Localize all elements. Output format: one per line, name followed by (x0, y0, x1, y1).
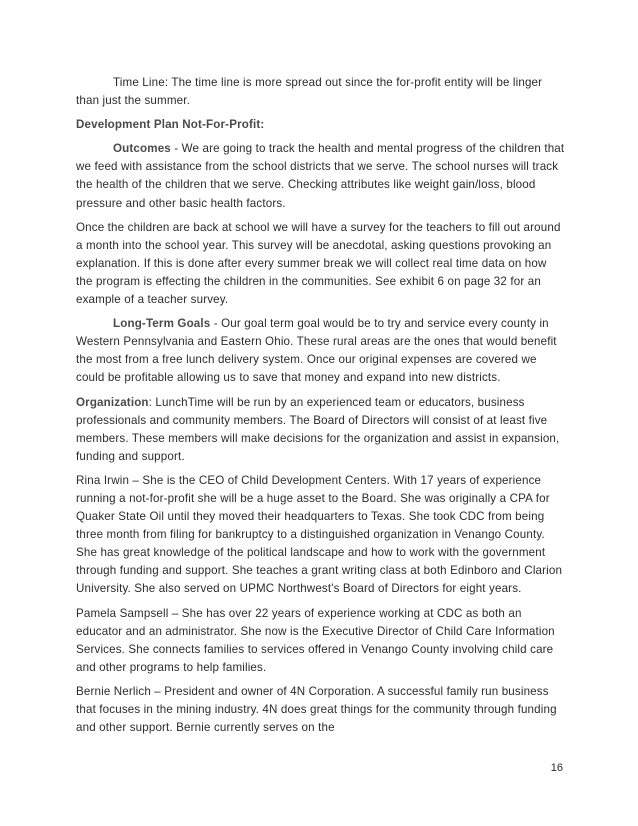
organization-text: : LunchTime will be run by an experienced team or educators, business professionals and community members. The Board of Directors will consist of at least five members. These members will make decisions for the organization and assist in expansion, funding and support. (76, 395, 560, 463)
organization-label: Organization (76, 395, 149, 409)
page-number: 16 (550, 762, 563, 774)
survey-paragraph: Once the children are back at school we will have a survey for the teachers to fill out around a month into the school year. This survey will be anecdotal, asking questions provoking an explanation. If this is done after every summer break we will collect real time data on how the program is effecting the children in the communities. See exhibit 6 on page 32 for an example of a teacher survey. (76, 220, 561, 307)
bernie-nerlich-paragraph: Bernie Nerlich – President and owner of 4N Corporation. A successful family run business that focuses in the mining industry. 4N does great things for the community through funding and other support. Bernie currently serves on the (76, 684, 557, 735)
outcomes-text: - We are going to track the health and mental progress of the children that we feed with assistance from the school districts that we serve. The school nurses will track the health of the children that we serve. Checking attributes like weight gain/loss, blood pressure and other basic health factors. (76, 142, 565, 210)
long-term-goals-text: - Our goal term goal would be to try and service every county in Western Pennsylvania and Eastern Ohio. These rural areas are the ones that would benefit the most from a free lunch delivery system. Once our original expenses are covered we could be profitable allowing us to save that money and expand into new districts. (76, 317, 557, 385)
pamela-sampsell-paragraph: Pamela Sampsell – She has over 22 years of experience working at CDC as both an educator and an administrator. She now is the Executive Director of Child Care Information Services. She connects families to services offered in Venango County involving child care and other programs to help families. (76, 606, 555, 674)
body-text (76, 74, 566, 743)
development-plan-heading: Development Plan Not-For-Profit: (76, 118, 265, 132)
rina-irwin-paragraph: Rina Irwin – She is the CEO of Child Development Centers. With 17 years of experience running a not-for-profit she will be a huge asset to the Board. She was originally a CPA for Quaker State Oil until they moved their headquarters to Texas. She took CDC from being three month from filing for bankruptcy to a distinguished organization in Venango County. She has great knowledge of the political landscape and how to work with the government through funding and support. She teaches a grant writing class at both Edinboro and Clarion University. She also served on UPMC Northwest's Board of Directors for eight years. (76, 473, 563, 596)
outcomes-label: Outcomes (113, 142, 171, 156)
long-term-goals-paragraph (76, 315, 566, 387)
organization-paragraph (76, 394, 566, 466)
long-term-goals-label: Long-Term Goals (113, 317, 211, 331)
timeline-paragraph: Time Line: The time line is more spread out since the for-profit entity will be linger than just the summer. (76, 76, 543, 108)
outcomes-paragraph (76, 140, 566, 212)
